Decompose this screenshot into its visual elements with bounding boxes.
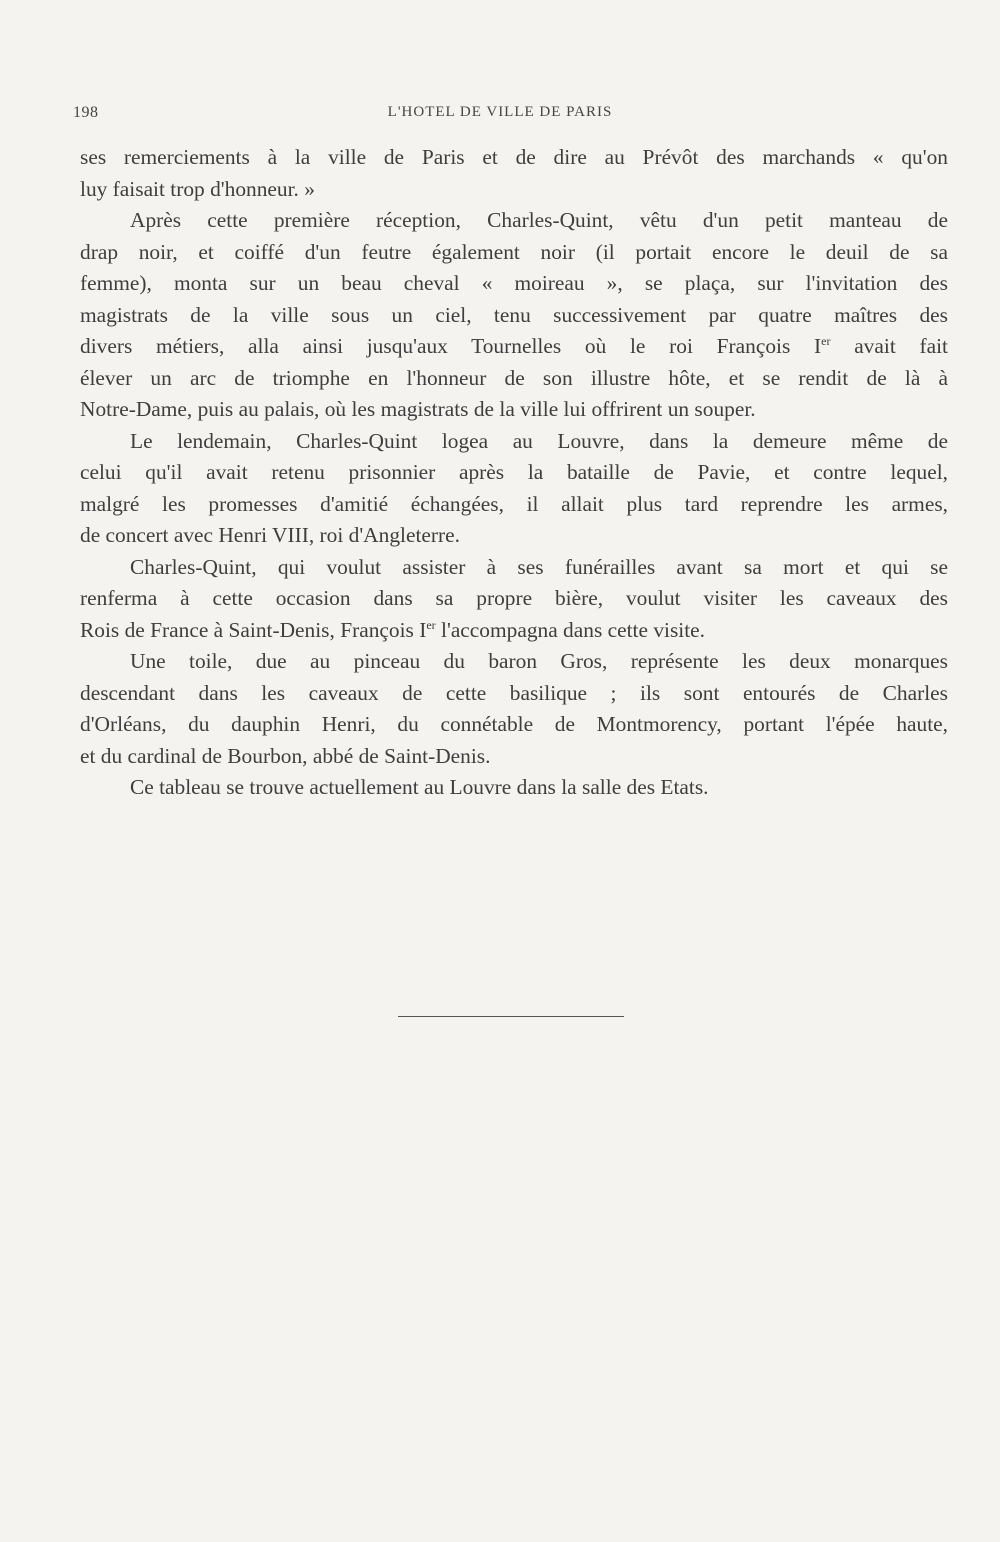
paragraph (80, 772, 948, 804)
paragraph (80, 363, 948, 395)
paragraph (80, 237, 948, 269)
text-line: et du cardinal de Bourbon, abbé de Saint-Denis. (80, 743, 491, 768)
body-text (80, 142, 948, 804)
text-line: descendant dans les caveaux de cette basilique ; ils sont entourés de Charles (80, 680, 948, 705)
paragraph (80, 489, 948, 521)
text-line: Après cette première réception, Charles-Quint, vêtu d'un petit manteau de (130, 208, 948, 232)
paragraph (80, 709, 948, 741)
text-line: malgré les promesses d'amitié échangées, il allait plus tard reprendre les armes, (80, 491, 948, 516)
text-line: Le lendemain, Charles-Quint logea au Louvre, dans la demeure même de (130, 428, 948, 453)
text-line: drap noir, et coiffé d'un feutre également noir (il portait encore le deuil de sa (80, 239, 948, 264)
paragraph (80, 394, 948, 426)
running-title: L'HOTEL DE VILLE DE PARIS (387, 104, 613, 120)
paragraph (80, 331, 948, 363)
paragraph (80, 678, 948, 710)
text-line: divers métiers, alla ainsi jusqu'aux Tournelles où le roi François I (80, 334, 822, 358)
paragraph (80, 646, 948, 678)
text-line: luy faisait trop d'honneur. » (80, 176, 315, 201)
text-line: femme), monta sur un beau cheval « moireau », se plaça, sur l'invitation des (80, 271, 948, 295)
superscript: er (426, 617, 436, 632)
paragraph (80, 300, 948, 332)
text-line: élever un arc de triomphe en l'honneur de son illustre hôte, et se rendit de là à (80, 365, 948, 390)
text-line: Ce tableau se trouve actuellement au Louvre dans la salle des Etats. (130, 775, 709, 799)
paragraph (80, 741, 948, 773)
paragraph (80, 457, 948, 489)
text-line: Charles-Quint, qui voulut assister à ses funérailles avant sa mort et qui se (130, 554, 948, 579)
text-line: renferma à cette occasion dans sa propre bière, voulut visiter les caveaux des (80, 586, 948, 610)
paragraph (80, 520, 948, 552)
end-of-chapter-rule (398, 1016, 624, 1017)
paragraph (80, 583, 948, 615)
paragraph (80, 205, 948, 237)
text-line: avait fait (830, 334, 948, 358)
text-line: Une toile, due au pinceau du baron Gros, représente les deux monarques (130, 649, 948, 673)
text-line: de concert avec Henri VIII, roi d'Angleterre. (80, 523, 460, 547)
text-line: l'accompagna dans cette visite. (435, 617, 706, 642)
text-line: ses remerciements à la ville de Paris et de dire au Prévôt des marchands « qu'on (80, 145, 948, 169)
paragraph (80, 142, 948, 174)
superscript: er (821, 333, 831, 348)
paragraph (80, 426, 948, 458)
text-line: d'Orléans, du dauphin Henri, du connétable de Montmorency, portant l'épée haute, (80, 712, 948, 736)
page-number: 198 (73, 104, 99, 121)
text-line: Rois de France à Saint-Denis, François I (80, 617, 427, 642)
paragraph (80, 615, 948, 647)
text-line: magistrats de la ville sous un ciel, tenu successivement par quatre maîtres des (80, 302, 948, 327)
paragraph (80, 552, 948, 584)
paragraph (80, 268, 948, 300)
paragraph (80, 174, 948, 206)
text-line: celui qu'il avait retenu prisonnier après la bataille de Pavie, et contre lequel, (80, 460, 948, 484)
text-line: Notre-Dame, puis au palais, où les magistrats de la ville lui offrirent un souper. (80, 397, 756, 421)
